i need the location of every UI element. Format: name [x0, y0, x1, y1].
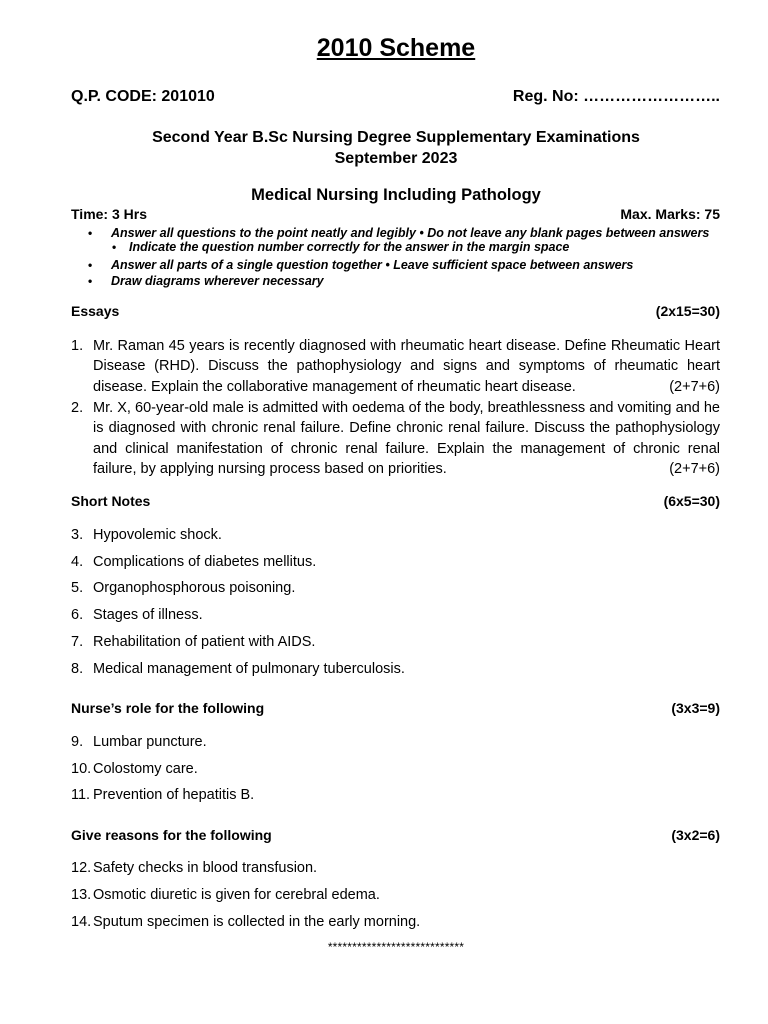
scheme-title: 2010 Scheme — [316, 34, 476, 62]
question-text: Hypovolemic shock. — [93, 527, 222, 543]
question-number: 8. — [71, 661, 84, 677]
question-number: 1. — [71, 338, 84, 354]
question-number: 9. — [71, 734, 84, 750]
list-item — [71, 634, 315, 650]
question-text: Mr. Raman 45 years is recently diagnosed with rheumatic heart disease. Define Rheumatic Heart Disease (RHD). Discuss the pathophysiology and signs and symptoms of rheumatic heart disease. Explain the collaborative management of rheumatic heart disease. — [93, 338, 720, 395]
list-item — [71, 554, 316, 570]
reg-number-field: Reg. No: …………………….. — [512, 88, 720, 105]
list-item — [71, 580, 295, 596]
list-item — [71, 761, 198, 777]
question-marks: (2+7+6) — [669, 460, 720, 477]
exam-name: Second Year B.Sc Nursing Degree Supplementary Examinations — [152, 129, 640, 146]
question-number: 2. — [71, 400, 84, 416]
question-text: Lumbar puncture. — [93, 734, 207, 750]
instruction-item: Answer all parts of a single question together • Leave sufficient space between answers — [111, 258, 634, 272]
section-marks-essays: (2x15=30) — [655, 303, 720, 319]
question-number: 10. — [71, 761, 92, 777]
bullet-icon: • — [112, 240, 117, 254]
instruction-item: Indicate the question number correctly for the answer in the margin space — [129, 240, 570, 254]
question-marks: (2+7+6) — [669, 378, 720, 395]
exam-session: September 2023 — [334, 150, 458, 167]
question-number: 4. — [71, 554, 84, 570]
end-of-paper-marker: **************************** — [327, 940, 465, 954]
question-number: 14. — [71, 914, 92, 930]
question-number: 6. — [71, 607, 84, 623]
question-number: 3. — [71, 527, 84, 543]
question-number: 7. — [71, 634, 84, 650]
section-title-short-notes: Short Notes — [71, 493, 151, 509]
bullet-icon: • — [88, 226, 93, 240]
list-item — [71, 860, 317, 876]
list-item — [71, 661, 405, 677]
bullet-icon: • — [88, 258, 93, 272]
section-title-essays: Essays — [71, 303, 120, 319]
question-text: Mr. X, 60-year-old male is admitted with oedema of the body, breathlessness and vomiting and he is diagnosed with chronic renal failure. Define chronic renal failure. Discuss the pathophysiology and clinical manifestation of chronic renal failure. Explain the management of chronic renal failure, by applying nursing process based on priorities. — [93, 400, 720, 477]
subject-title: Medical Nursing Including Pathology — [251, 186, 541, 204]
question-number: 11. — [71, 787, 91, 803]
list-item — [71, 914, 420, 930]
question-text: Organophosphorous poisoning. — [93, 580, 296, 596]
question-text: Rehabilitation of patient with AIDS. — [93, 634, 316, 650]
question-text: Medical management of pulmonary tuberculosis. — [93, 661, 405, 677]
list-item — [71, 734, 207, 750]
question-text: Sputum specimen is collected in the early morning. — [93, 914, 421, 930]
instruction-item: Draw diagrams wherever necessary — [111, 274, 324, 288]
qp-code: Q.P. CODE: 201010 — [71, 88, 215, 105]
question-text: Safety checks in blood transfusion. — [93, 860, 318, 876]
section-title-give-reasons: Give reasons for the following — [71, 827, 272, 843]
question-number: 12. — [71, 860, 92, 876]
essay-question — [71, 336, 720, 397]
max-marks: Max. Marks: 75 — [620, 206, 720, 222]
question-text: Stages of illness. — [93, 607, 203, 623]
section-marks-short-notes: (6x5=30) — [663, 493, 720, 509]
essay-question — [71, 398, 720, 479]
instruction-item: Answer all questions to the point neatly and legibly • Do not leave any blank pages between answers — [111, 226, 710, 240]
list-item — [71, 527, 222, 543]
question-number: 13. — [71, 887, 92, 903]
list-item — [71, 607, 203, 623]
question-text: Complications of diabetes mellitus. — [93, 554, 317, 570]
question-text: Colostomy care. — [93, 761, 198, 777]
list-item — [71, 787, 254, 803]
question-text: Osmotic diuretic is given for cerebral edema. — [93, 887, 380, 903]
section-marks-nurses-role: (3x3=9) — [671, 700, 720, 716]
question-text: Prevention of hepatitis B. — [93, 787, 255, 803]
exam-time: Time: 3 Hrs — [71, 206, 147, 222]
question-number: 5. — [71, 580, 84, 596]
list-item — [71, 887, 380, 903]
section-marks-give-reasons: (3x2=6) — [671, 827, 720, 843]
bullet-icon: • — [88, 274, 93, 288]
section-title-nurses-role: Nurse’s role for the following — [71, 700, 265, 716]
